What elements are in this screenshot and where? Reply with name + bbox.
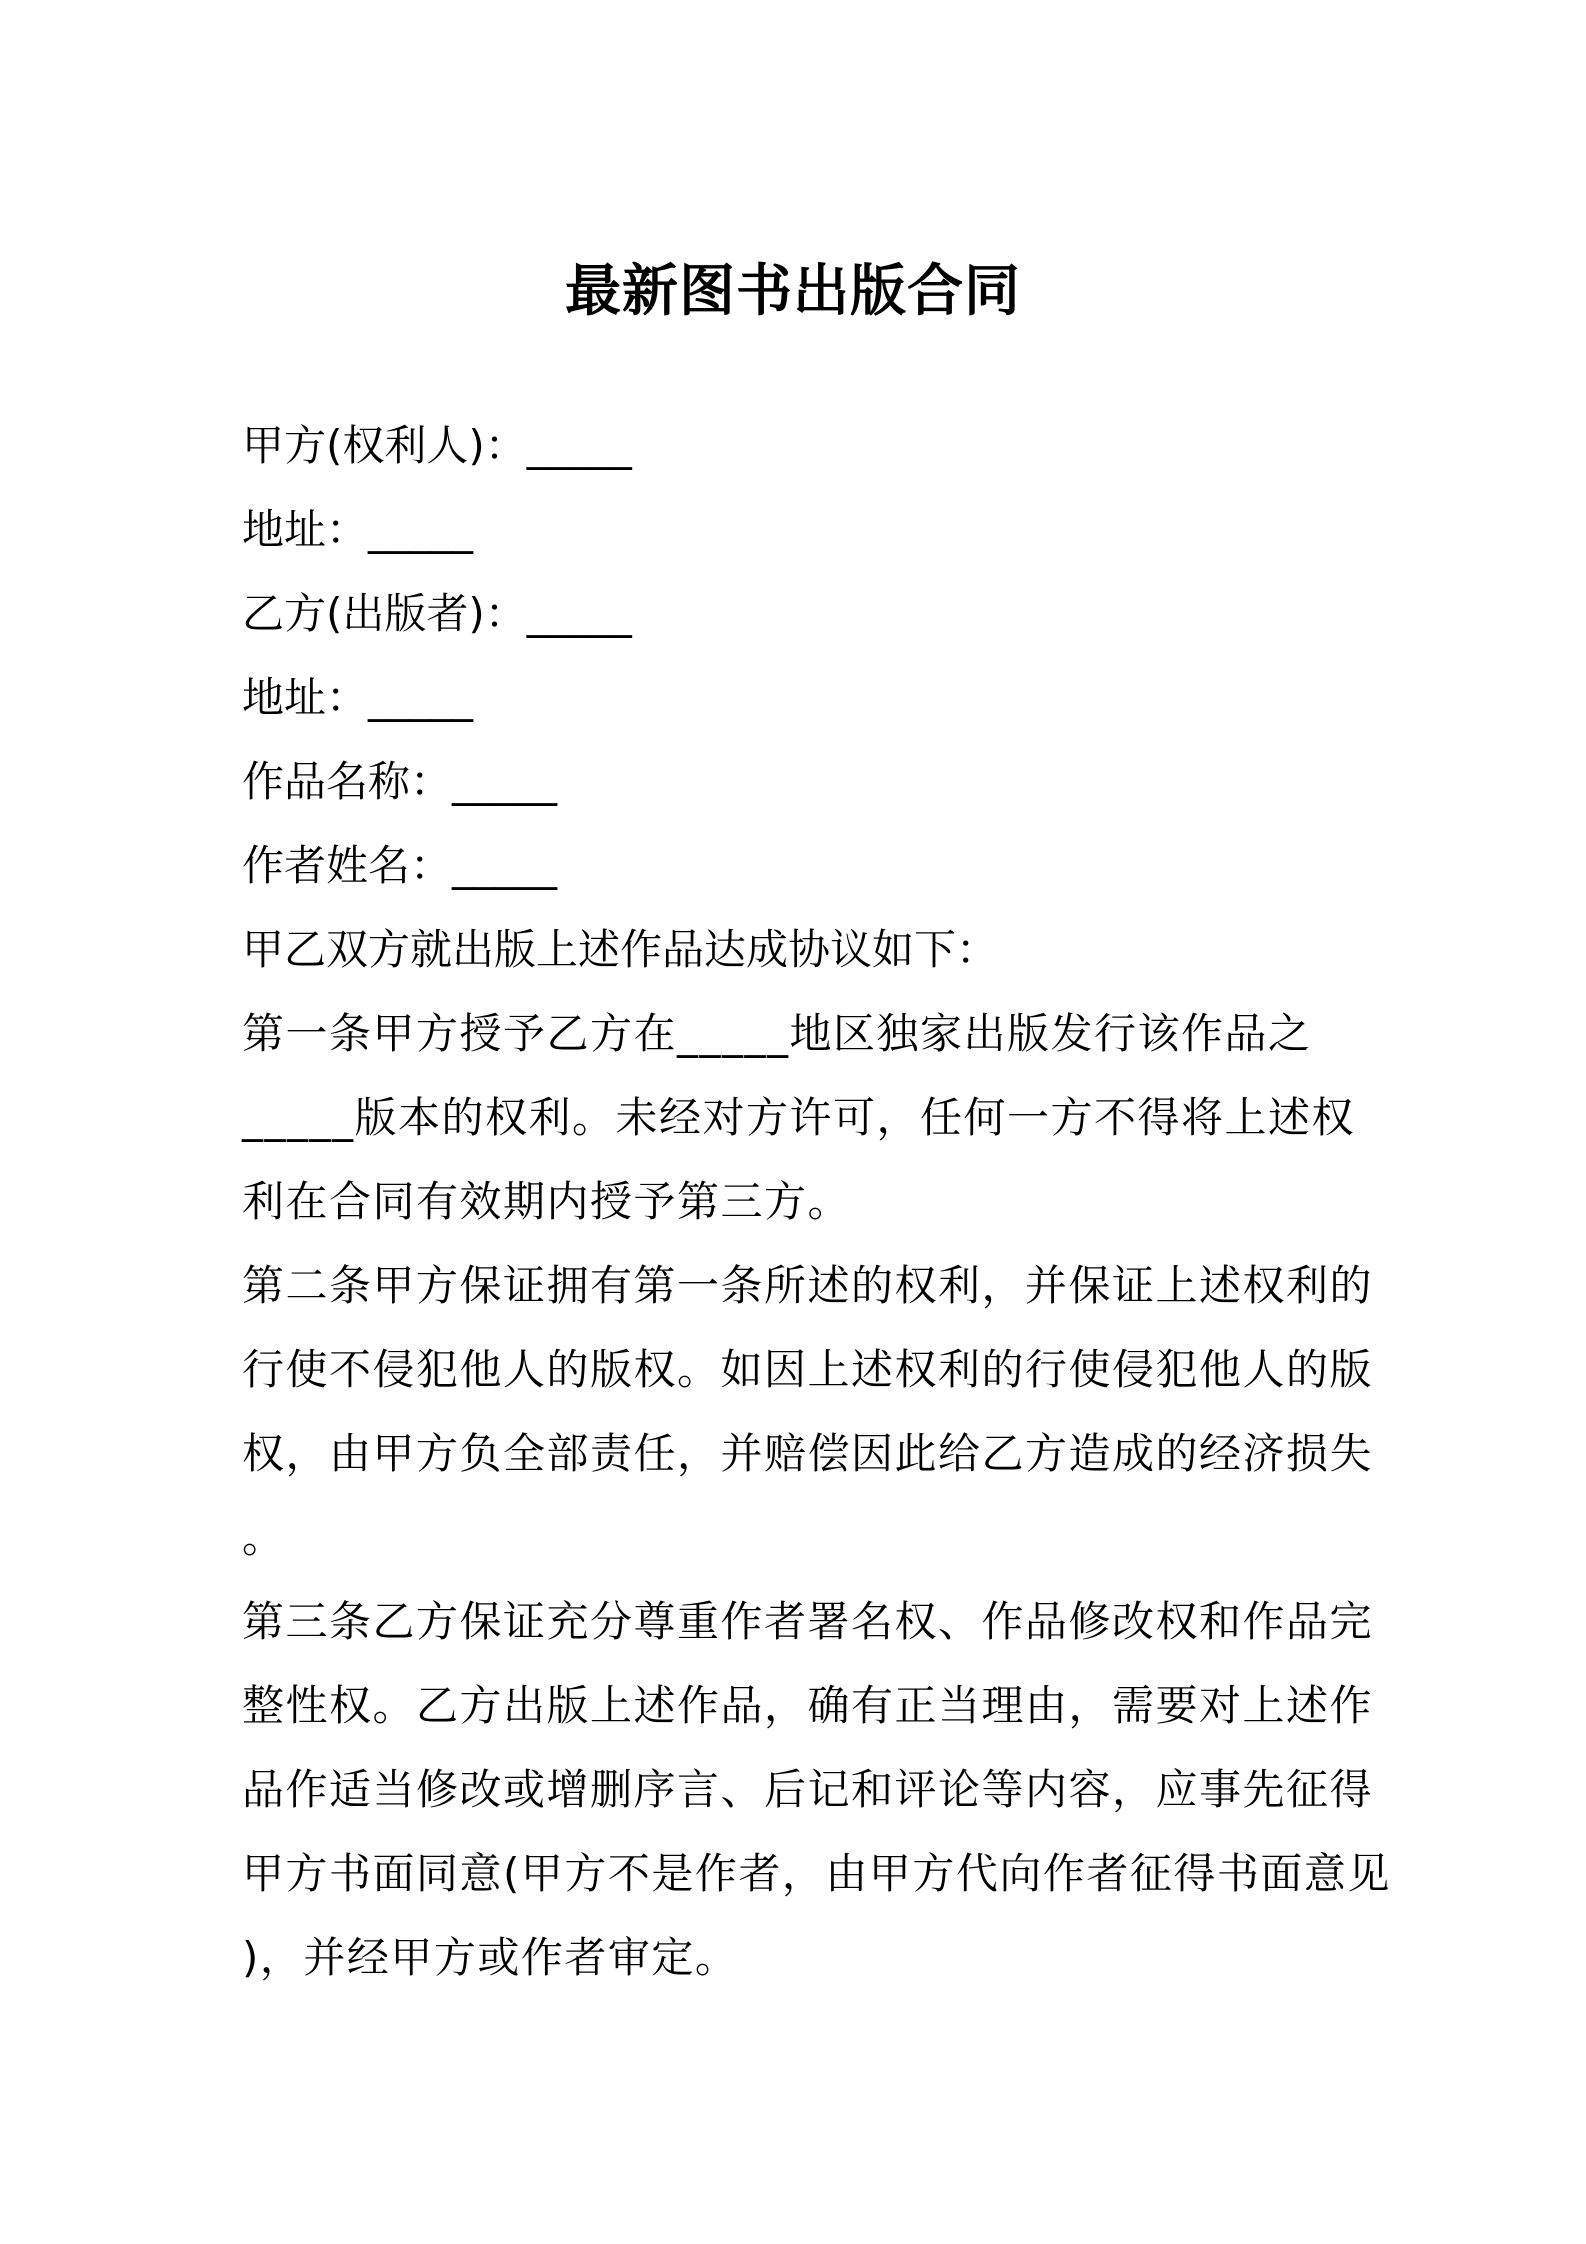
clause-1-line: 第一条甲方授予乙方在_____地区独家出版发行该作品之 [242, 1009, 1312, 1058]
party-a-field: 甲方(权利人)：_____ [242, 421, 632, 470]
clause-2-line: 。 [242, 1513, 286, 1562]
party-b-address-field: 地址：_____ [242, 673, 474, 722]
party-a-address-field: 地址：_____ [242, 505, 474, 554]
clause-2 [242, 1244, 1374, 1580]
clause-3-line: 品作适当修改或增删序言、后记和评论等内容，应事先征得 [242, 1765, 1374, 1814]
work-title-field: 作品名称：_____ [242, 757, 558, 806]
clause-3-line: )，并经甲方或作者审定。 [242, 1933, 739, 1982]
document-title: 最新图书出版合同 [565, 259, 1021, 324]
clause-1-line: _____版本的权利。未经对方许可，任何一方不得将上述权 [242, 1093, 1356, 1142]
author-name-field: 作者姓名：_____ [242, 841, 558, 890]
clause-1-line: 利在合同有效期内授予第三方。 [242, 1177, 852, 1226]
clause-1 [242, 992, 1356, 1244]
clause-2-line: 第二条甲方保证拥有第一条所述的权利，并保证上述权利的 [242, 1261, 1374, 1310]
clause-3-line: 甲方书面同意(甲方不是作者，由甲方代向作者征得书面意见 [242, 1849, 1391, 1898]
clause-3-line: 第三条乙方保证充分尊重作者署名权、作品修改权和作品完 [242, 1597, 1374, 1646]
party-b-field: 乙方(出版者)：_____ [242, 589, 632, 638]
agreement-intro: 甲乙双方就出版上述作品达成协议如下： [242, 925, 999, 974]
clause-2-line: 行使不侵犯他人的版权。如因上述权利的行使侵犯他人的版 [242, 1345, 1374, 1394]
clause-2-line: 权，由甲方负全部责任，并赔偿因此给乙方造成的经济损失 [242, 1429, 1374, 1478]
clause-3-line: 整性权。乙方出版上述作品，确有正当理由，需要对上述作 [242, 1681, 1374, 1730]
clause-3 [242, 1580, 1391, 2000]
